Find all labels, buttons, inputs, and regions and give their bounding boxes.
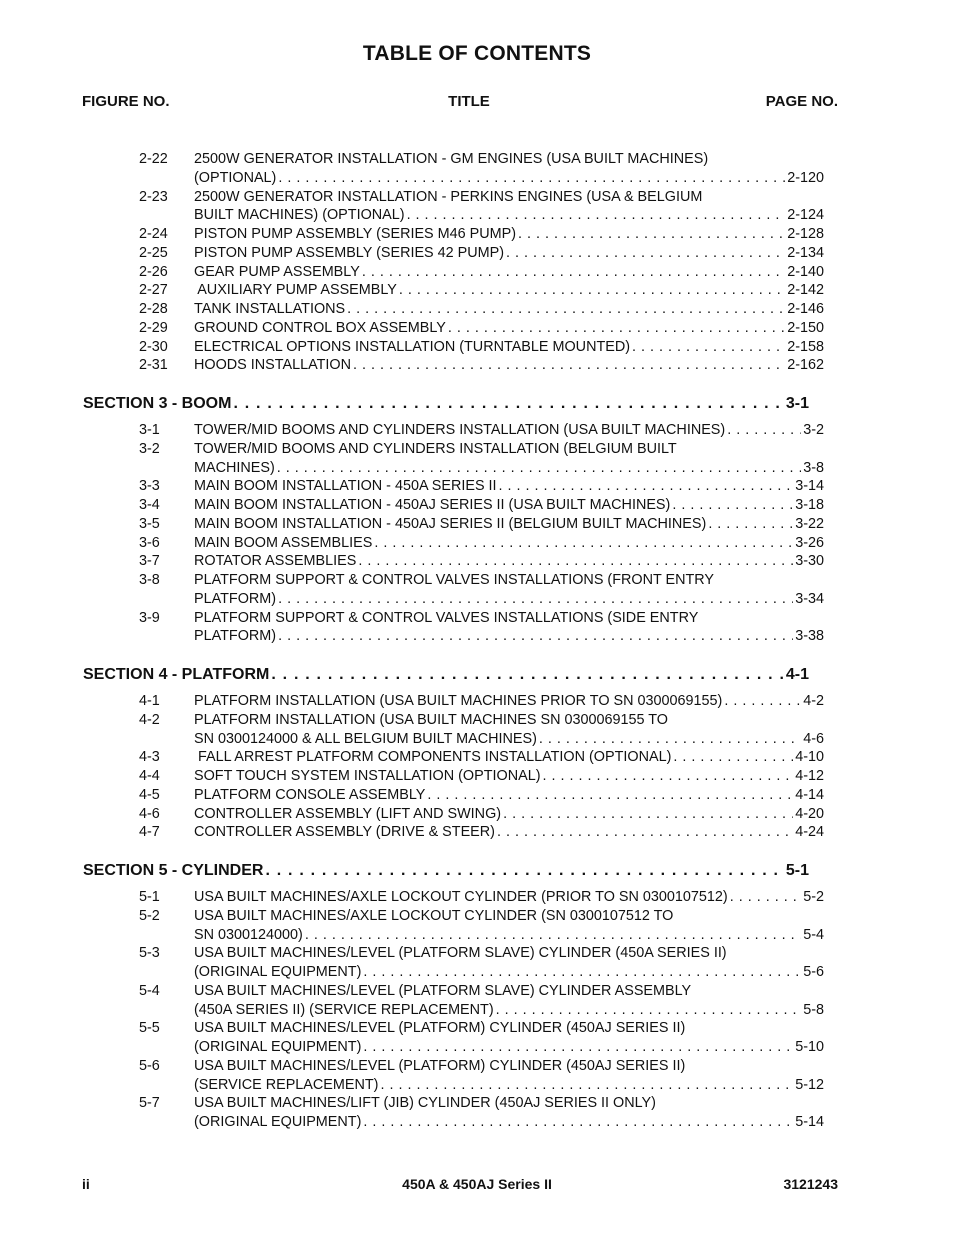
figure-title: (450A SERIES II) (SERVICE REPLACEMENT) <box>194 1001 494 1018</box>
figure-number: 2-30 <box>139 338 168 355</box>
column-header-figure-no: FIGURE NO. <box>82 93 170 110</box>
figure-page-number: 4-10 <box>795 749 824 766</box>
figure-number: 4-6 <box>139 805 160 822</box>
figure-title-line1: USA BUILT MACHINES/LIFT (JIB) CYLINDER (450AJ SERIES II ONLY) <box>194 1095 656 1112</box>
section-title: SECTION 3 - BOOM <box>83 395 232 412</box>
toc-entry <box>0 1058 954 1096</box>
figure-page-number: 5-4 <box>803 926 824 943</box>
figure-page-number: 5-14 <box>795 1114 824 1130</box>
figure-title: GROUND CONTROL BOX ASSEMBLY <box>194 319 446 336</box>
toc-entry <box>0 357 954 376</box>
toc-entry <box>0 264 954 283</box>
dot-leader <box>347 301 785 317</box>
figure-number: 5-2 <box>139 907 160 924</box>
figure-title: MAIN BOOM INSTALLATION - 450AJ SERIES II (USA BUILT MACHINES) <box>194 497 671 513</box>
figure-number: 3-4 <box>139 497 160 513</box>
figure-title: (ORIGINAL EQUIPMENT) <box>194 1039 362 1055</box>
figure-number: 3-8 <box>139 572 160 588</box>
toc-entry <box>0 516 954 535</box>
figure-page-number: 5-12 <box>795 1076 824 1093</box>
figure-page-number: 3-34 <box>795 590 824 607</box>
toc-entry <box>0 889 954 908</box>
section-page-number: 5-1 <box>785 862 809 879</box>
figure-number: 3-9 <box>139 609 160 626</box>
figure-title: PLATFORM INSTALLATION (USA BUILT MACHINES PRIOR TO SN 0300069155) <box>194 693 723 709</box>
figure-page-number: 2-146 <box>787 301 824 317</box>
section-heading <box>0 395 954 415</box>
figure-title-line1: USA BUILT MACHINES/LEVEL (PLATFORM) CYLINDER (450AJ SERIES II) <box>194 1020 686 1037</box>
dot-leader <box>278 170 785 186</box>
dot-leader <box>363 1114 793 1130</box>
figure-title-line1: PLATFORM INSTALLATION (USA BUILT MACHINES SN 0300069155 TO <box>194 711 668 728</box>
figure-title: HOODS INSTALLATION <box>194 357 351 374</box>
toc-entry <box>0 189 954 227</box>
figure-title: CONTROLLER ASSEMBLY (DRIVE & STEER) <box>194 824 495 841</box>
figure-page-number: 2-150 <box>787 319 824 336</box>
figure-number: 5-5 <box>139 1020 160 1037</box>
figure-page-number: 2-162 <box>787 357 824 374</box>
figure-page-number: 2-134 <box>787 244 824 261</box>
dot-leader <box>539 731 801 747</box>
figure-page-number: 4-12 <box>795 768 824 784</box>
figure-number: 2-28 <box>139 301 168 317</box>
figure-title-line1: USA BUILT MACHINES/AXLE LOCKOUT CYLINDER (SN 0300107512 TO <box>194 907 674 924</box>
toc-entry <box>0 1095 954 1133</box>
toc-entry <box>0 422 954 441</box>
footer-page-number: ii <box>82 1176 90 1192</box>
figure-number: 5-4 <box>139 982 160 999</box>
figure-page-number: 3-30 <box>795 553 824 570</box>
dot-leader <box>278 628 793 644</box>
figure-number: 2-26 <box>139 263 168 280</box>
toc-entry <box>0 245 954 264</box>
figure-number: 2-22 <box>139 151 168 167</box>
dot-leader <box>427 787 793 803</box>
figure-title: PLATFORM CONSOLE ASSEMBLY <box>194 786 426 803</box>
figure-number: 2-23 <box>139 188 168 205</box>
dot-leader <box>543 768 794 784</box>
figure-number: 4-2 <box>139 711 160 728</box>
toc-entry <box>0 226 954 245</box>
toc-entry <box>0 441 954 479</box>
toc-entry <box>0 908 954 946</box>
toc-entry <box>0 478 954 497</box>
figure-number: 4-7 <box>139 824 160 841</box>
dot-leader <box>271 666 784 684</box>
figure-title: (OPTIONAL) <box>194 169 277 186</box>
dot-leader <box>497 824 793 840</box>
dot-leader <box>496 1002 802 1018</box>
toc-entry <box>0 749 954 768</box>
dot-leader <box>673 749 793 765</box>
dot-leader <box>672 497 793 513</box>
figure-page-number: 5-10 <box>795 1039 824 1055</box>
section-title: SECTION 5 - CYLINDER <box>83 862 264 879</box>
figure-title: GEAR PUMP ASSEMBLY <box>194 263 360 280</box>
figure-title: PISTON PUMP ASSEMBLY (SERIES 42 PUMP) <box>194 244 505 261</box>
figure-title: AUXILIARY PUMP ASSEMBLY <box>194 282 397 299</box>
figure-title: MAIN BOOM INSTALLATION - 450AJ SERIES II (BELGIUM BUILT MACHINES) <box>194 515 707 532</box>
figure-page-number: 4-24 <box>795 824 824 841</box>
dot-leader <box>374 535 793 551</box>
dot-leader <box>362 264 785 280</box>
figure-page-number: 5-2 <box>803 889 824 905</box>
footer-manual-title: 450A & 450AJ Series II <box>402 1176 552 1192</box>
toc-entry <box>0 806 954 825</box>
dot-leader <box>363 1039 793 1055</box>
figure-number: 2-25 <box>139 244 168 261</box>
figure-title: USA BUILT MACHINES/AXLE LOCKOUT CYLINDER (PRIOR TO SN 0300107512) <box>194 889 728 905</box>
toc-entry <box>0 1020 954 1058</box>
toc-entry <box>0 787 954 806</box>
toc-entry <box>0 693 954 712</box>
figure-title: ROTATOR ASSEMBLIES <box>194 553 357 570</box>
toc-entry <box>0 553 954 572</box>
figure-title: PLATFORM) <box>194 590 277 607</box>
column-header-title: TITLE <box>448 93 490 110</box>
figure-title-line1: 2500W GENERATOR INSTALLATION - PERKINS ENGINES (USA & BELGIUM <box>194 188 703 205</box>
figure-number: 3-7 <box>139 553 160 570</box>
figure-title: MAIN BOOM INSTALLATION - 450A SERIES II <box>194 478 497 495</box>
figure-page-number: 3-38 <box>795 628 824 645</box>
toc-entry <box>0 535 954 554</box>
figure-title-line1: PLATFORM SUPPORT & CONTROL VALVES INSTALLATIONS (FRONT ENTRY <box>194 572 715 588</box>
figure-page-number: 2-124 <box>787 207 824 224</box>
figure-title-line1: USA BUILT MACHINES/LEVEL (PLATFORM) CYLINDER (450AJ SERIES II) <box>194 1057 686 1074</box>
figure-title: TOWER/MID BOOMS AND CYLINDERS INSTALLATION (USA BUILT MACHINES) <box>194 422 726 438</box>
figure-title: MACHINES) <box>194 459 275 476</box>
dot-leader <box>503 806 793 822</box>
figure-page-number: 3-22 <box>795 515 824 532</box>
figure-number: 5-1 <box>139 889 160 905</box>
toc-entry <box>0 320 954 339</box>
figure-page-number: 4-14 <box>795 786 824 803</box>
dot-leader <box>448 320 785 336</box>
dot-leader <box>518 226 785 242</box>
toc-entry <box>0 282 954 301</box>
figure-title: MAIN BOOM ASSEMBLIES <box>194 534 373 551</box>
dot-leader <box>708 516 793 532</box>
figure-page-number: 2-128 <box>787 226 824 242</box>
dot-leader <box>233 395 783 413</box>
figure-title: TANK INSTALLATIONS <box>194 301 346 317</box>
dot-leader <box>730 889 801 905</box>
figure-page-number: 4-6 <box>803 730 824 747</box>
figure-number: 5-3 <box>139 945 160 962</box>
figure-page-number: 3-18 <box>795 497 824 513</box>
dot-leader <box>632 339 785 355</box>
figure-number: 4-5 <box>139 786 160 803</box>
figure-title: SN 0300124000 & ALL BELGIUM BUILT MACHINES) <box>194 730 537 747</box>
table-of-contents-list <box>0 151 954 1133</box>
figure-title: PLATFORM) <box>194 628 277 645</box>
figure-title: (SERVICE REPLACEMENT) <box>194 1076 379 1093</box>
figure-number: 2-27 <box>139 282 168 299</box>
figure-title-line1: PLATFORM SUPPORT & CONTROL VALVES INSTALLATIONS (SIDE ENTRY <box>194 609 699 626</box>
figure-title: PISTON PUMP ASSEMBLY (SERIES M46 PUMP) <box>194 226 517 242</box>
section-page-number: 4-1 <box>785 666 809 683</box>
toc-entry <box>0 983 954 1021</box>
section-page-number: 3-1 <box>785 395 809 412</box>
toc-entry <box>0 497 954 516</box>
figure-number: 2-24 <box>139 226 168 242</box>
dot-leader <box>724 693 801 709</box>
figure-title: (ORIGINAL EQUIPMENT) <box>194 964 362 980</box>
figure-page-number: 5-6 <box>803 964 824 980</box>
figure-number: 2-29 <box>139 319 168 336</box>
section-heading <box>0 862 954 882</box>
dot-leader <box>727 422 801 438</box>
dot-leader <box>380 1077 793 1093</box>
figure-number: 3-2 <box>139 440 160 457</box>
figure-page-number: 4-2 <box>803 693 824 709</box>
dot-leader <box>305 927 801 943</box>
figure-number: 4-1 <box>139 693 160 709</box>
figure-number: 4-4 <box>139 768 160 784</box>
figure-page-number: 3-26 <box>795 534 824 551</box>
dot-leader <box>363 964 801 980</box>
figure-title: FALL ARREST PLATFORM COMPONENTS INSTALLATION (OPTIONAL) <box>194 749 672 766</box>
page-title: TABLE OF CONTENTS <box>362 42 592 65</box>
figure-page-number: 2-140 <box>787 263 824 280</box>
dot-leader <box>278 591 793 607</box>
dot-leader <box>265 862 783 880</box>
figure-title: CONTROLLER ASSEMBLY (LIFT AND SWING) <box>194 805 502 822</box>
figure-number: 4-3 <box>139 749 160 766</box>
column-header-page-no: PAGE NO. <box>765 93 838 110</box>
figure-number: 5-7 <box>139 1095 160 1112</box>
figure-page-number: 2-142 <box>787 282 824 299</box>
toc-entry <box>0 572 954 610</box>
figure-number: 3-3 <box>139 478 160 495</box>
dot-leader <box>353 357 785 373</box>
figure-title-line1: 2500W GENERATOR INSTALLATION - GM ENGINES (USA BUILT MACHINES) <box>194 151 709 167</box>
figure-title-line1: TOWER/MID BOOMS AND CYLINDERS INSTALLATION (BELGIUM BUILT <box>194 440 677 457</box>
figure-number: 3-1 <box>139 422 160 438</box>
toc-entry <box>0 610 954 648</box>
figure-title: ELECTRICAL OPTIONS INSTALLATION (TURNTABLE MOUNTED) <box>194 338 631 355</box>
figure-title: (ORIGINAL EQUIPMENT) <box>194 1114 362 1130</box>
dot-leader <box>277 460 801 476</box>
figure-title-line1: USA BUILT MACHINES/LEVEL (PLATFORM SLAVE) CYLINDER (450A SERIES II) <box>194 945 727 962</box>
figure-title-line1: USA BUILT MACHINES/LEVEL (PLATFORM SLAVE) CYLINDER ASSEMBLY <box>194 982 692 999</box>
figure-page-number: 2-120 <box>787 169 824 186</box>
dot-leader <box>407 207 786 223</box>
toc-entry <box>0 945 954 983</box>
figure-page-number: 3-14 <box>795 478 824 495</box>
section-heading <box>0 666 954 686</box>
footer-document-number: 3121243 <box>783 1176 838 1192</box>
dot-leader <box>506 245 785 261</box>
toc-entry <box>0 824 954 843</box>
toc-entry <box>0 151 954 189</box>
figure-page-number: 5-8 <box>803 1001 824 1018</box>
figure-number: 5-6 <box>139 1057 160 1074</box>
toc-entry <box>0 301 954 320</box>
dot-leader <box>499 478 794 494</box>
figure-page-number: 3-8 <box>803 459 824 476</box>
toc-entry <box>0 768 954 787</box>
dot-leader <box>358 553 793 569</box>
figure-title: BUILT MACHINES) (OPTIONAL) <box>194 207 405 224</box>
figure-page-number: 4-20 <box>795 805 824 822</box>
figure-title: SN 0300124000) <box>194 926 303 943</box>
dot-leader <box>399 282 785 298</box>
section-title: SECTION 4 - PLATFORM <box>83 666 270 683</box>
figure-number: 3-6 <box>139 534 160 551</box>
figure-title: SOFT TOUCH SYSTEM INSTALLATION (OPTIONAL) <box>194 768 541 784</box>
toc-entry <box>0 712 954 750</box>
figure-page-number: 2-158 <box>787 338 824 355</box>
figure-number: 2-31 <box>139 357 168 374</box>
figure-number: 3-5 <box>139 515 160 532</box>
figure-page-number: 3-2 <box>803 422 824 438</box>
toc-entry <box>0 339 954 358</box>
